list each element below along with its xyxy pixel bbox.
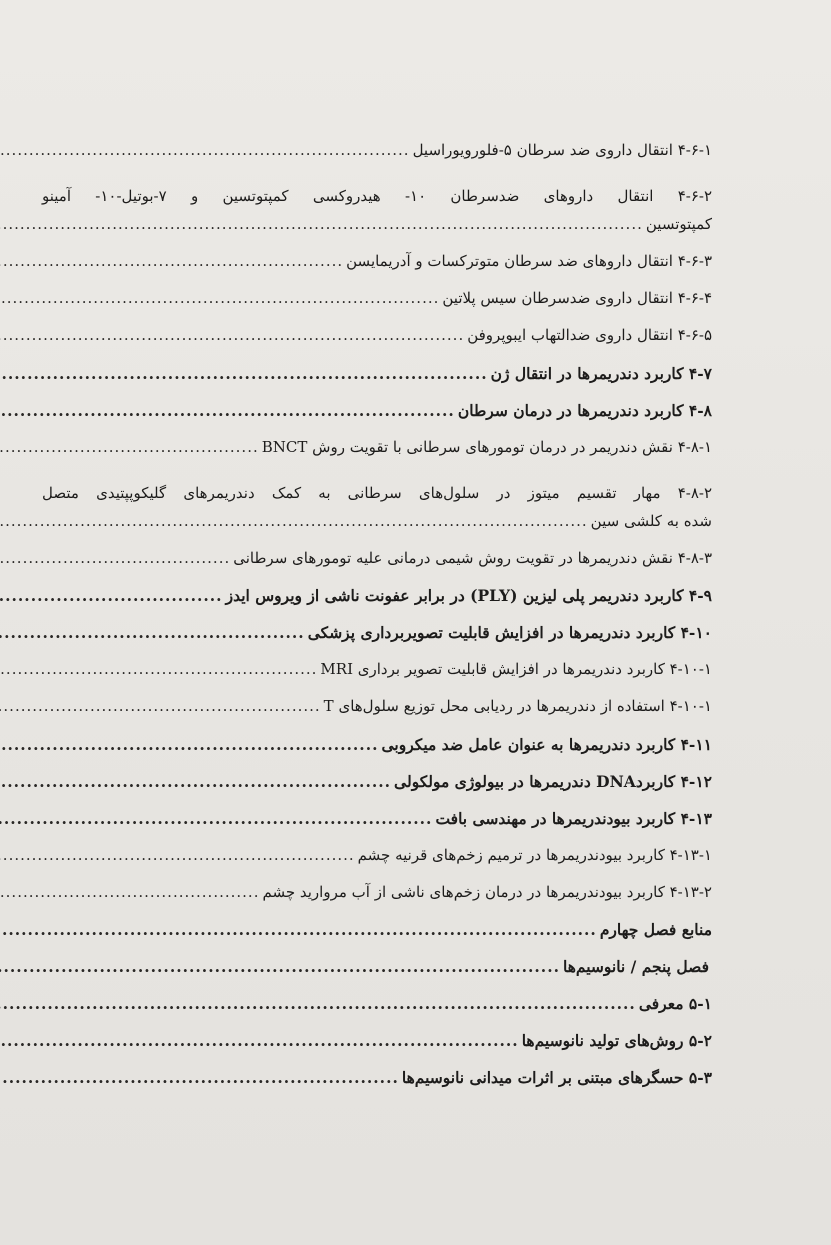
leader-dots [0,623,305,642]
leader-dots [0,1031,519,1050]
toc-entry-title: ۴-۱۱ کاربرد دندریمرها به عنوان عامل ضد میکروبی [381,734,712,754]
toc-entry [42,326,712,363]
toc-entry-title: ۴-۱۳-۲ کاربرد بیودندریمرها در درمان زخم‌های ناشی از آب مروارید چشم [262,882,712,901]
toc-entry-title: ۴-۸ کاربرد دندریمرها در درمان سرطان [457,400,712,420]
toc-entry [42,438,712,475]
toc-entry-title: ۴-۶-۳ انتقال داروهای ضد سرطان متوترکسات و آدریمایسن [346,252,712,271]
leader-dots [0,846,355,864]
leader-dots [0,586,223,605]
toc-entry [42,178,712,252]
toc-entry-title: ۴-۱۰-۱ استفاده از دندریمرها در ردیابی محل توزیع سلول‌های T [323,697,712,716]
toc-entry-title: ۴-۶-۴ انتقال داروی ضدسرطان سیس پلاتین [442,289,712,308]
leader-dots [0,994,636,1013]
toc-entry-title: ۴-۱۲ کاربردDNA دندریمرها در بیولوژی مولکولی [394,771,712,791]
leader-dots [0,697,321,715]
leader-dots [0,549,230,567]
toc-entry-title: ۵-۲ روش‌های تولید نانوسیم‌ها [521,1031,712,1051]
toc-entry-title: کمپتوتسین [645,215,712,234]
toc-entry-title-line1: ۴-۸-۲ مهار تقسیم میتوز در سلول‌های سرطانی به کمک دندریمرهای گلیکوپپتیدی متصل [42,483,712,502]
toc-entry-title: شده به کلشی سین [590,511,712,530]
toc-entry [42,994,712,1031]
leader-dots [0,772,391,791]
toc-entry [42,475,712,549]
toc-entry-title: ۴-۶-۵ انتقال داروی ضدالتهاب ایبوپروفن [467,326,712,345]
leader-dots [0,401,455,420]
toc-entry-title: ۴-۱۰-۱ کاربرد دندریمرها در افزایش قابلیت تصویر برداری MRI [320,660,712,679]
toc-entry [42,549,712,586]
leader-dots [0,735,379,754]
toc-entry-title: ۴-۱۰ کاربرد دندریمرها در افزایش قابلیت تصویربرداری پزشکی [307,623,712,643]
toc-entry [42,697,712,734]
toc-entry [42,289,712,326]
toc-entry [42,846,712,883]
toc-entry [42,252,712,289]
toc-entry [42,772,712,809]
leader-dots [0,141,410,159]
leader-dots [0,289,439,307]
toc-entry-title: ۴-۸-۳ نقش دندریمرها در تقویت روش شیمی درمانی علیه تومورهای سرطانی [233,549,712,568]
leader-dots [0,252,343,270]
toc-entry [42,920,712,957]
toc-entry-title: ۵-۳ حسگرهای مبتنی بر اثرات میدانی نانوسیم‌ها [401,1068,712,1088]
toc-entry-title: ۴-۸-۱ نقش دندریمر در درمان تومورهای سرطانی با تقویت روش BNCT [261,437,712,456]
leader-dots [0,809,432,828]
toc-entry-title: ۴-۱۳-۱ کاربرد بیودندریمرها در ترمیم زخم‌های قرنیه چشم [357,845,712,864]
toc-entry-title: ۴-۶-۱ انتقال داروی ضد سرطان ۵-فلورویوراسیل [412,141,712,159]
toc-entry-title-line1: ۴-۶-۲ انتقال داروهای ضدسرطان ۱۰- هیدروکسی کمپتوتسین و ۷-بوتیل-۱۰- آمینو [42,187,712,206]
table-of-contents [42,141,712,1105]
leader-dots [0,920,597,939]
toc-entry [42,364,712,401]
leader-dots [0,660,317,678]
toc-chapter-entry [42,957,712,994]
leader-dots [0,364,488,383]
leader-dots [0,512,588,530]
toc-entry-title: منابع فصل چهارم [599,919,712,939]
toc-entry-title: ۵-۱ معرفی [638,994,712,1014]
toc-entry-title: فصل پنجم / نانوسیم‌ها [563,957,709,977]
toc-entry [42,401,712,438]
toc-entry-title: ۴-۹ کاربرد دندریمر پلی لیزین (PLY) در برابر عفونت ناشی از ویروس ایدز [225,586,712,606]
leader-dots [0,215,643,233]
leader-dots [0,1068,399,1087]
leader-dots [0,438,259,456]
toc-entry-title: ۴-۱۳ کاربرد بیودندریمرها در مهندسی بافت [435,808,712,828]
toc-entry [42,809,712,846]
toc-entry [42,623,712,660]
toc-entry-title: ۴-۷ کاربرد دندریمرها در انتقال ژن [490,363,712,383]
toc-entry [42,735,712,772]
toc-entry [42,1031,712,1068]
leader-dots [0,883,259,901]
toc-entry [42,1068,712,1105]
toc-entry [42,660,712,697]
toc-entry [42,586,712,623]
toc-entry [42,141,712,178]
leader-dots [0,957,560,976]
toc-entry [42,883,712,920]
leader-dots [0,326,464,344]
